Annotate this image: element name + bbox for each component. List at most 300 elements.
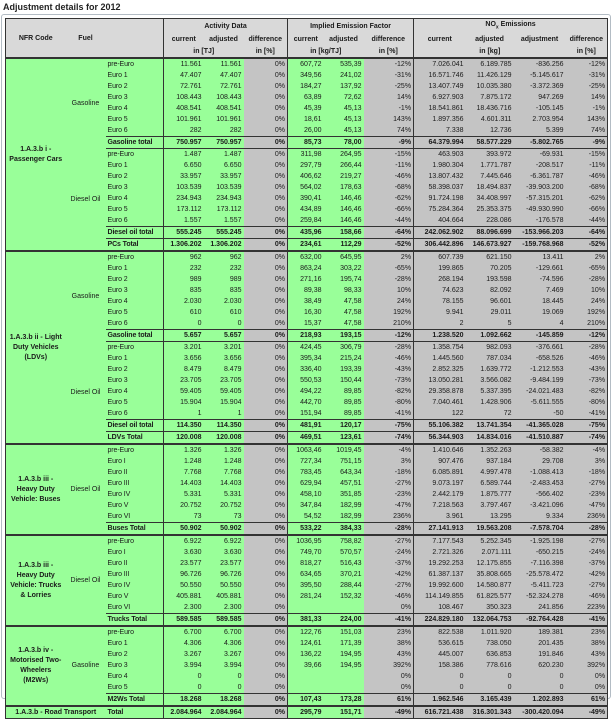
cell-activity-difference: 0% xyxy=(244,547,288,558)
cell-nox-adjusted: 2.071.111 xyxy=(466,547,514,558)
cell-ief-current: 311,98 xyxy=(288,149,324,161)
cell-ief-difference: -43% xyxy=(364,364,414,375)
grand-total-section xyxy=(6,706,608,719)
cell-ief-adjusted: 570,57 xyxy=(324,547,364,558)
cell-nox-current: 0 xyxy=(414,671,466,682)
cell-nox-difference: 0% xyxy=(566,671,608,682)
cell-ief-adjusted: 173,28 xyxy=(324,694,364,707)
cell-ief-difference: -52% xyxy=(364,239,414,252)
cell-nox-current: 2 xyxy=(414,318,466,330)
cell-activity-difference: 0% xyxy=(244,318,288,330)
cell-nox-current: 27.141.913 xyxy=(414,523,466,536)
cell-category: Diesel oil total xyxy=(106,420,164,432)
cell-category: pre-Euro xyxy=(106,535,164,547)
cell-nox-current: 7.177.543 xyxy=(414,535,466,547)
cell-ief-adjusted: 47,58 xyxy=(324,296,364,307)
cell-nox-adjusted: 316.301.343 xyxy=(466,706,514,719)
cell-category: Euro 5 xyxy=(106,307,164,318)
cell-nox-adjustment: -24.021.483 xyxy=(514,386,566,397)
cell-nox-difference: -27% xyxy=(566,535,608,547)
cell-ief-adjusted: 89,85 xyxy=(324,386,364,397)
cell-nox-current: 64.379.994 xyxy=(414,137,466,149)
cell-ief-current: 281,24 xyxy=(288,591,324,602)
cell-activity-current: 1.487 xyxy=(164,149,204,161)
cell-nox-difference: -28% xyxy=(566,523,608,536)
cell-activity-current: 1.557 xyxy=(164,215,204,227)
cell-activity-current: 1.326 xyxy=(164,444,204,456)
cell-activity-difference: 0% xyxy=(244,397,288,408)
cell-ief-difference: -46% xyxy=(364,353,414,364)
cell-nox-adjusted: 5 xyxy=(466,318,514,330)
cell-ief-adjusted: 151,71 xyxy=(324,706,364,719)
cell-activity-adjusted: 120.008 xyxy=(204,432,244,445)
cell-activity-difference: 0% xyxy=(244,81,288,92)
cell-activity-current: 50.902 xyxy=(164,523,204,536)
cell-nox-current: 91.724.198 xyxy=(414,193,466,204)
cell-activity-adjusted: 2.030 xyxy=(204,296,244,307)
cell-ief-adjusted: 178,63 xyxy=(324,182,364,193)
cell-activity-adjusted: 173.112 xyxy=(204,204,244,215)
cell-category: Trucks Total xyxy=(106,614,164,627)
header-unit-tj: in [TJ] xyxy=(164,45,244,58)
cell-category: Euro 2 xyxy=(106,649,164,660)
cell-nox-adjustment: -1.925.198 xyxy=(514,535,566,547)
section-0 xyxy=(6,58,608,251)
cell-nox-adjustment: -52.324.278 xyxy=(514,591,566,602)
cell-nox-current: 7.338 xyxy=(414,125,466,137)
cell-ief-adjusted: 47,58 xyxy=(324,318,364,330)
cell-nox-adjusted: 350.323 xyxy=(466,602,514,614)
cell-nox-current: 114.149.855 xyxy=(414,591,466,602)
cell-ief-current: 395,34 xyxy=(288,353,324,364)
cell-nox-difference: -46% xyxy=(566,591,608,602)
cell-activity-adjusted: 0 xyxy=(204,682,244,694)
cell-nox-adjustment: 947.269 xyxy=(514,92,566,103)
cell-ief-adjusted: 194,95 xyxy=(324,660,364,671)
cell-nox-adjustment: -153.966.203 xyxy=(514,227,566,239)
cell-ief-adjusted: 120,17 xyxy=(324,420,364,432)
header-nfr-code: NFR Code xyxy=(6,19,66,59)
header-unit-kg: in [kg] xyxy=(414,45,566,58)
cell-ief-difference: 392% xyxy=(364,660,414,671)
cell-nox-current: 224.829.180 xyxy=(414,614,466,627)
cell-nox-adjustment: -376.661 xyxy=(514,342,566,354)
cell-activity-difference: 0% xyxy=(244,569,288,580)
cell-activity-adjusted: 0 xyxy=(204,671,244,682)
cell-ief-current: 442,70 xyxy=(288,397,324,408)
cell-activity-difference: 0% xyxy=(244,432,288,445)
cell-ief-adjusted: 215,24 xyxy=(324,353,364,364)
cell-nox-difference: -66% xyxy=(566,204,608,215)
header-group-activity: Activity Data xyxy=(164,19,288,34)
cell-ief-difference: -4% xyxy=(364,444,414,456)
cell-category: Euro 6 xyxy=(106,408,164,420)
cell-activity-adjusted: 6.922 xyxy=(204,535,244,547)
cell-category: Euro 2 xyxy=(106,171,164,182)
cell-nox-difference: 143% xyxy=(566,114,608,125)
cell-nox-current: 268.194 xyxy=(414,274,466,285)
cell-nox-adjusted: 10.035.380 xyxy=(466,81,514,92)
cell-activity-adjusted: 6.650 xyxy=(204,160,244,171)
cell-category: Euro V xyxy=(106,500,164,511)
cell-nox-adjusted: 35.808.665 xyxy=(466,569,514,580)
cell-nox-current: 536.615 xyxy=(414,638,466,649)
cell-activity-adjusted: 14.403 xyxy=(204,478,244,489)
cell-category: Euro 1 xyxy=(106,353,164,364)
cell-activity-adjusted: 234.943 xyxy=(204,193,244,204)
cell-activity-adjusted: 835 xyxy=(204,285,244,296)
cell-ief-difference: -28% xyxy=(364,274,414,285)
cell-category: PCs Total xyxy=(106,239,164,252)
cell-activity-adjusted: 33.957 xyxy=(204,171,244,182)
cell-ief-adjusted: 182,99 xyxy=(324,500,364,511)
cell-nox-adjusted: 70.205 xyxy=(466,263,514,274)
cell-nox-difference: -27% xyxy=(566,478,608,489)
cell-activity-adjusted: 2.084.964 xyxy=(204,706,244,719)
cell-category: Euro 4 xyxy=(106,103,164,114)
cell-activity-adjusted: 1.487 xyxy=(204,149,244,161)
table-row xyxy=(6,342,608,354)
cell-nox-adjusted: 636.853 xyxy=(466,649,514,660)
cell-ief-current: 469,51 xyxy=(288,432,324,445)
cell-nox-difference: 61% xyxy=(566,694,608,707)
cell-nox-difference: 0% xyxy=(566,682,608,694)
cell-nox-adjusted: 787.034 xyxy=(466,353,514,364)
cell-category: Euro 5 xyxy=(106,204,164,215)
cell-nox-adjustment: -5.145.617 xyxy=(514,70,566,81)
cell-nox-adjustment: -2.483.453 xyxy=(514,478,566,489)
cell-activity-difference: 0% xyxy=(244,330,288,342)
cell-activity-current: 989 xyxy=(164,274,204,285)
cell-nox-adjustment: -41.510.887 xyxy=(514,432,566,445)
cell-activity-current: 0 xyxy=(164,671,204,682)
cell-nox-difference: -23% xyxy=(566,489,608,500)
cell-category: Euro VI xyxy=(106,602,164,614)
cell-nox-adjusted: 12.736 xyxy=(466,125,514,137)
cell-nox-adjustment: 4 xyxy=(514,318,566,330)
cell-nox-adjustment: -176.578 xyxy=(514,215,566,227)
cell-activity-adjusted: 232 xyxy=(204,263,244,274)
cell-activity-current: 2.300 xyxy=(164,602,204,614)
cell-activity-difference: 0% xyxy=(244,103,288,114)
cell-nox-adjusted: 18.494.837 xyxy=(466,182,514,193)
cell-nfr-code: 1.A.3.b iii - Heavy Duty Vehicle: Buses xyxy=(6,444,66,535)
cell-category: Euro IV xyxy=(106,489,164,500)
cell-ief-current: 390,41 xyxy=(288,193,324,204)
cell-activity-adjusted: 23.705 xyxy=(204,375,244,386)
cell-activity-adjusted: 103.539 xyxy=(204,182,244,193)
cell-nox-adjustment: -5.411.723 xyxy=(514,580,566,591)
cell-activity-adjusted: 2.300 xyxy=(204,602,244,614)
cell-activity-current: 6.922 xyxy=(164,535,204,547)
cell-nox-adjusted: 738.050 xyxy=(466,638,514,649)
cell-nox-difference: -12% xyxy=(566,330,608,342)
cell-ief-difference: -66% xyxy=(364,204,414,215)
cell-nox-adjusted: 5.337.395 xyxy=(466,386,514,397)
table-row xyxy=(6,535,608,547)
cell-nox-difference: 43% xyxy=(566,649,608,660)
cell-nox-current: 61.387.137 xyxy=(414,569,466,580)
cell-ief-current: 749,70 xyxy=(288,547,324,558)
cell-nox-adjusted: 11.426.129 xyxy=(466,70,514,81)
cell-activity-adjusted: 23.577 xyxy=(204,558,244,569)
cell-nox-current: 2.442.179 xyxy=(414,489,466,500)
cell-nox-adjustment: -7.116.398 xyxy=(514,558,566,569)
cell-activity-current: 0 xyxy=(164,682,204,694)
table-row xyxy=(6,626,608,638)
cell-ief-difference: 143% xyxy=(364,114,414,125)
header-nox-adjusted: adjusted xyxy=(466,33,514,45)
cell-activity-current: 15.904 xyxy=(164,397,204,408)
cell-nox-adjustment: 5.399 xyxy=(514,125,566,137)
cell-nox-difference: -75% xyxy=(566,420,608,432)
cell-activity-current: 962 xyxy=(164,251,204,263)
cell-nox-current: 7.218.563 xyxy=(414,500,466,511)
cell-nox-current: 2.852.325 xyxy=(414,364,466,375)
cell-ief-current: 347,84 xyxy=(288,500,324,511)
cell-activity-difference: 0% xyxy=(244,386,288,397)
cell-activity-current: 2.030 xyxy=(164,296,204,307)
cell-nox-adjusted: 193.598 xyxy=(466,274,514,285)
cell-ief-current: 54,52 xyxy=(288,511,324,523)
cell-nox-adjusted: 14.834.016 xyxy=(466,432,514,445)
cell-activity-difference: 0% xyxy=(244,375,288,386)
cell-nox-current: 1.980.304 xyxy=(414,160,466,171)
cell-fuel: Gasoline xyxy=(66,251,106,342)
cell-ief-difference: 236% xyxy=(364,511,414,523)
table-row xyxy=(6,58,608,70)
cell-activity-difference: 0% xyxy=(244,660,288,671)
cell-ief-adjusted: 288,44 xyxy=(324,580,364,591)
cell-ief-adjusted: 171,39 xyxy=(324,638,364,649)
cell-nox-adjusted: 3.797.467 xyxy=(466,500,514,511)
cell-nox-difference: 24% xyxy=(566,296,608,307)
cell-activity-adjusted: 962 xyxy=(204,251,244,263)
cell-ief-current: 89,38 xyxy=(288,285,324,296)
cell-activity-adjusted: 408.541 xyxy=(204,103,244,114)
cell-nox-current: 6.085.891 xyxy=(414,467,466,478)
cell-nox-adjustment: -3.372.369 xyxy=(514,81,566,92)
cell-nox-adjustment: -25.578.472 xyxy=(514,569,566,580)
cell-ief-adjusted: 45,13 xyxy=(324,125,364,137)
cell-nox-adjusted: 58.577.229 xyxy=(466,137,514,149)
cell-activity-adjusted: 750.957 xyxy=(204,137,244,149)
cell-nox-difference: 23% xyxy=(566,626,608,638)
cell-ief-adjusted: 72,62 xyxy=(324,92,364,103)
cell-nox-difference: -82% xyxy=(566,386,608,397)
cell-category: Euro 2 xyxy=(106,81,164,92)
cell-activity-difference: 0% xyxy=(244,239,288,252)
cell-nox-difference: 192% xyxy=(566,307,608,318)
cell-ief-current: 16,30 xyxy=(288,307,324,318)
cell-nox-adjusted: 1.092.662 xyxy=(466,330,514,342)
cell-nox-difference: -68% xyxy=(566,182,608,193)
cell-nox-difference: -46% xyxy=(566,171,608,182)
cell-activity-difference: 0% xyxy=(244,193,288,204)
cell-ief-current: 494,22 xyxy=(288,386,324,397)
cell-activity-adjusted: 589.585 xyxy=(204,614,244,627)
cell-activity-difference: 0% xyxy=(244,638,288,649)
cell-ief-difference: -80% xyxy=(364,397,414,408)
cell-activity-adjusted: 1.306.202 xyxy=(204,239,244,252)
cell-activity-difference: 0% xyxy=(244,614,288,627)
table-row xyxy=(6,251,608,263)
cell-ief-difference: -12% xyxy=(364,330,414,342)
cell-nox-difference: -74% xyxy=(566,432,608,445)
cell-activity-difference: 0% xyxy=(244,58,288,70)
cell-activity-difference: 0% xyxy=(244,456,288,467)
cell-nox-current: 822.538 xyxy=(414,626,466,638)
cell-nox-difference: -4% xyxy=(566,444,608,456)
cell-nox-adjustment: -92.764.428 xyxy=(514,614,566,627)
header-unit-kgtj: in [kg/TJ] xyxy=(288,45,364,58)
cell-activity-adjusted: 15.904 xyxy=(204,397,244,408)
cell-nox-current: 158.386 xyxy=(414,660,466,671)
cell-ief-difference: -68% xyxy=(364,182,414,193)
cell-nox-adjusted: 146.673.927 xyxy=(466,239,514,252)
cell-nox-adjustment: 1.202.893 xyxy=(514,694,566,707)
cell-activity-difference: 0% xyxy=(244,149,288,161)
cell-category: Euro 3 xyxy=(106,375,164,386)
cell-ief-adjusted: 78,00 xyxy=(324,137,364,149)
cell-activity-adjusted: 50.902 xyxy=(204,523,244,536)
cell-ief-current: 85,73 xyxy=(288,137,324,149)
cell-activity-difference: 0% xyxy=(244,580,288,591)
cell-nox-adjustment: -300.420.094 xyxy=(514,706,566,719)
cell-category: Euro II xyxy=(106,467,164,478)
cell-ief-current: 481,91 xyxy=(288,420,324,432)
cell-activity-adjusted: 555.245 xyxy=(204,227,244,239)
cell-category: pre-Euro xyxy=(106,58,164,70)
cell-ief-current: 234,61 xyxy=(288,239,324,252)
cell-ief-difference: -28% xyxy=(364,523,414,536)
cell-ief-current: 783,45 xyxy=(288,467,324,478)
cell-ief-adjusted: 123,61 xyxy=(324,432,364,445)
cell-nox-difference: -73% xyxy=(566,375,608,386)
cell-activity-adjusted: 8.479 xyxy=(204,364,244,375)
cell-activity-current: 73 xyxy=(164,511,204,523)
header-group-nox: $NO_x$ Emissions xyxy=(414,19,608,34)
cell-ief-current xyxy=(288,682,324,694)
cell-nfr-code: 1.A.3.b i - Passenger Cars xyxy=(6,58,66,251)
cell-ief-adjusted: 89,85 xyxy=(324,397,364,408)
cell-fuel: Diesel Oil xyxy=(66,149,106,252)
cell-ief-difference: -64% xyxy=(364,227,414,239)
cell-activity-difference: 0% xyxy=(244,342,288,354)
cell-nox-current: 1.358.754 xyxy=(414,342,466,354)
cell-activity-difference: 0% xyxy=(244,171,288,182)
cell-nox-difference: -46% xyxy=(566,353,608,364)
cell-category: Gasoline total xyxy=(106,330,164,342)
cell-nox-difference: 74% xyxy=(566,125,608,137)
cell-nox-current: 445.007 xyxy=(414,649,466,660)
cell-activity-difference: 0% xyxy=(244,227,288,239)
cell-nox-current: 7.026.041 xyxy=(414,58,466,70)
cell-nox-adjusted: 4.997.478 xyxy=(466,467,514,478)
cell-ief-adjusted: 89,85 xyxy=(324,408,364,420)
cell-activity-current: 50.550 xyxy=(164,580,204,591)
cell-nox-adjusted: 6.589.744 xyxy=(466,478,514,489)
cell-activity-current: 408.541 xyxy=(164,103,204,114)
cell-nox-difference: -11% xyxy=(566,160,608,171)
cell-activity-current: 47.407 xyxy=(164,70,204,81)
cell-activity-difference: 0% xyxy=(244,706,288,719)
header-ief-difference: difference xyxy=(364,33,414,45)
cell-nox-adjustment: -1.212.553 xyxy=(514,364,566,375)
cell-activity-adjusted: 3.267 xyxy=(204,649,244,660)
cell-nox-adjustment: -3.421.096 xyxy=(514,500,566,511)
cell-nox-current: 2.721.326 xyxy=(414,547,466,558)
cell-activity-current: 835 xyxy=(164,285,204,296)
cell-activity-current: 59.405 xyxy=(164,386,204,397)
cell-ief-adjusted: 193,15 xyxy=(324,330,364,342)
cell-nox-current: 19.292.253 xyxy=(414,558,466,569)
cell-category: M2Ws Total xyxy=(106,694,164,707)
cell-nox-adjustment: -658.526 xyxy=(514,353,566,364)
cell-ief-current: 63,89 xyxy=(288,92,324,103)
cell-fuel: Diesel Oil xyxy=(66,342,106,445)
cell-activity-current: 3.201 xyxy=(164,342,204,354)
cell-activity-current: 101.961 xyxy=(164,114,204,125)
cell-ief-current: 271,16 xyxy=(288,274,324,285)
cell-ief-adjusted: 266,44 xyxy=(324,160,364,171)
cell-ief-difference: -44% xyxy=(364,215,414,227)
cell-ief-current: 151,94 xyxy=(288,408,324,420)
cell-nox-current: 13.050.281 xyxy=(414,375,466,386)
cell-activity-current: 555.245 xyxy=(164,227,204,239)
cell-ief-current: 45,39 xyxy=(288,103,324,114)
cell-nox-adjusted: 13.741.354 xyxy=(466,420,514,432)
cell-nox-adjusted: 393.972 xyxy=(466,149,514,161)
cell-nox-current: 55.106.382 xyxy=(414,420,466,432)
cell-nox-difference: -18% xyxy=(566,467,608,478)
cell-nox-adjusted: 72 xyxy=(466,408,514,420)
cell-ief-adjusted: 146,46 xyxy=(324,204,364,215)
cell-ief-current: 406,62 xyxy=(288,171,324,182)
cell-ief-difference: -27% xyxy=(364,535,414,547)
cell-ief-difference: -41% xyxy=(364,614,414,627)
cell-ief-current: 458,10 xyxy=(288,489,324,500)
cell-activity-adjusted: 72.761 xyxy=(204,81,244,92)
cell-activity-current: 6.700 xyxy=(164,626,204,638)
cell-activity-difference: 0% xyxy=(244,602,288,614)
cell-ief-current: 424,45 xyxy=(288,342,324,354)
cell-nox-adjustment: 18.445 xyxy=(514,296,566,307)
cell-nox-adjustment: -1.088.413 xyxy=(514,467,566,478)
section-1 xyxy=(6,251,608,444)
cell-ief-adjusted: 1019,45 xyxy=(324,444,364,456)
header-nox-adjustment: adjustment xyxy=(514,33,566,45)
cell-category: Euro 4 xyxy=(106,386,164,397)
cell-nox-adjusted: 34.408.997 xyxy=(466,193,514,204)
cell-ief-current: 295,79 xyxy=(288,706,324,719)
cell-nox-difference: -24% xyxy=(566,547,608,558)
cell-category: Euro 2 xyxy=(106,364,164,375)
cell-ief-difference: 10% xyxy=(364,285,414,296)
cell-nox-adjusted: 0 xyxy=(466,671,514,682)
cell-activity-current: 2.084.964 xyxy=(164,706,204,719)
cell-ief-adjusted: 535,39 xyxy=(324,58,364,70)
cell-nox-difference: -41% xyxy=(566,614,608,627)
cell-nox-current: 616.721.438 xyxy=(414,706,466,719)
cell-activity-current: 589.585 xyxy=(164,614,204,627)
cell-ief-difference: -24% xyxy=(364,547,414,558)
cell-nox-adjusted: 6.189.785 xyxy=(466,58,514,70)
cell-ief-difference: -62% xyxy=(364,193,414,204)
cell-activity-current: 11.561 xyxy=(164,58,204,70)
cell-nox-current: 9.941 xyxy=(414,307,466,318)
cell-ief-current: 107,43 xyxy=(288,694,324,707)
